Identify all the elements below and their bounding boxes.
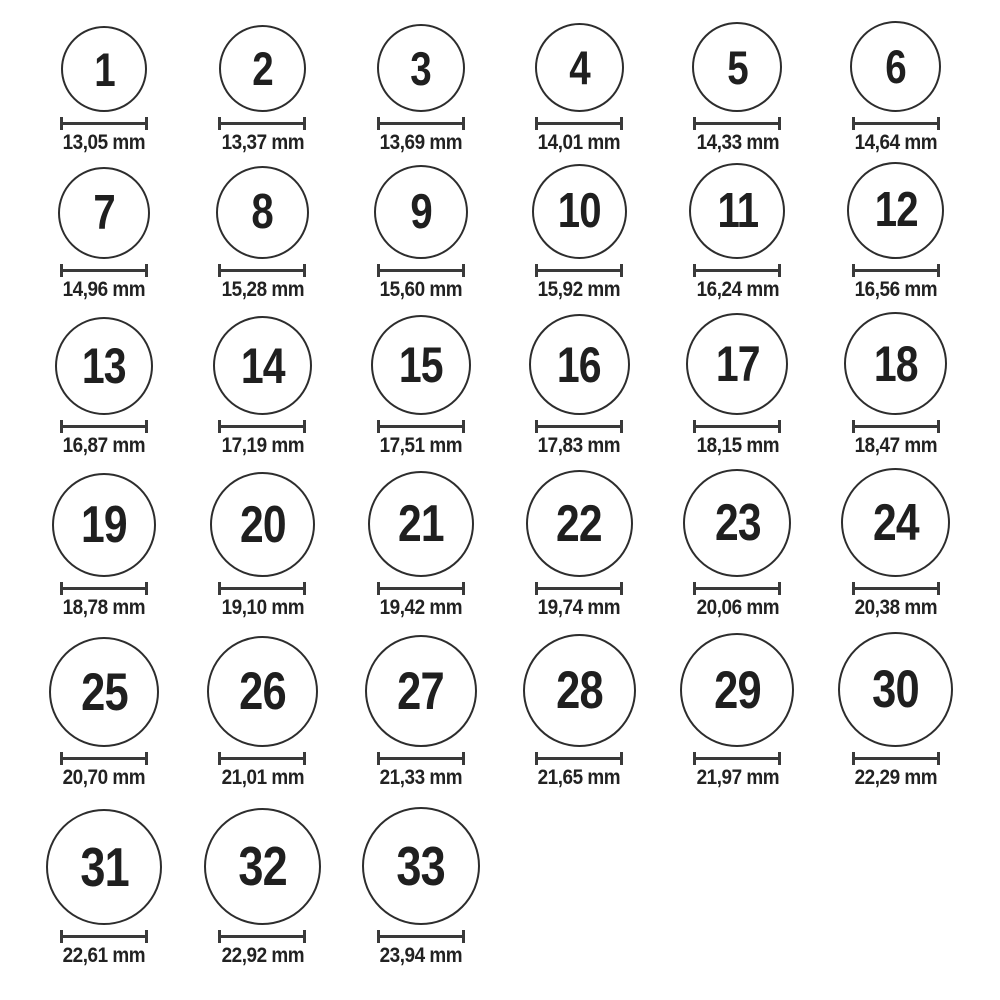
diameter-label: 15,28 mm — [221, 278, 304, 301]
diameter-ruler — [377, 582, 465, 595]
diameter-ruler — [852, 264, 940, 277]
ring-circle — [377, 24, 465, 112]
ring-size-item — [817, 468, 975, 620]
diameter-label: 19,42 mm — [379, 596, 463, 619]
ring-size-number: 4 — [568, 41, 590, 94]
ring-size-number: 3 — [410, 41, 432, 95]
chart-row — [25, 302, 975, 458]
ring-circle — [844, 312, 947, 415]
ring-size-number: 17 — [715, 336, 760, 392]
diameter-label: 17,51 mm — [379, 434, 463, 457]
diameter-label: 23,94 mm — [379, 944, 463, 967]
ring-size-item — [500, 314, 658, 458]
diameter-label: 20,06 mm — [696, 596, 779, 619]
ring-size-item — [25, 167, 183, 302]
ring-size-number: 26 — [239, 662, 286, 721]
ring-size-item — [500, 23, 658, 155]
diameter-label: 18,78 mm — [62, 596, 146, 619]
diameter-label: 16,24 mm — [696, 278, 779, 301]
diameter-label: 14,33 mm — [696, 131, 779, 154]
diameter-ruler — [693, 752, 781, 765]
ring-size-item — [342, 24, 500, 155]
diameter-label: 15,60 mm — [379, 278, 463, 301]
ring-circle — [55, 317, 153, 415]
chart-row — [25, 458, 975, 620]
ring-size-item — [500, 470, 658, 620]
diameter-label: 13,05 mm — [62, 131, 146, 154]
diameter-ruler — [377, 930, 465, 943]
ring-circle — [683, 469, 791, 577]
ring-size-number: 24 — [872, 493, 919, 552]
ring-size-number: 33 — [396, 834, 446, 897]
ring-size-item — [342, 165, 500, 302]
chart-row — [25, 155, 975, 302]
ring-size-item — [25, 26, 183, 155]
ring-size-number: 25 — [80, 662, 128, 722]
ring-circle — [689, 163, 785, 259]
ring-circle — [526, 470, 633, 577]
ring-size-number: 8 — [251, 185, 274, 239]
diameter-ruler — [535, 264, 623, 277]
ring-size-number: 22 — [556, 494, 603, 553]
ring-size-item — [342, 471, 500, 620]
ring-size-item — [817, 162, 975, 302]
ring-size-number: 13 — [82, 338, 127, 394]
ring-circle — [686, 313, 788, 415]
diameter-label: 16,56 mm — [854, 278, 938, 301]
ring-circle — [847, 162, 944, 259]
diameter-label: 13,37 mm — [221, 131, 304, 154]
ring-size-item — [25, 317, 183, 458]
diameter-ruler — [60, 582, 148, 595]
diameter-label: 16,87 mm — [62, 434, 146, 457]
diameter-ruler — [60, 420, 148, 433]
ring-size-number: 1 — [93, 42, 115, 96]
ring-circle — [529, 314, 630, 415]
ring-size-item — [342, 635, 500, 790]
diameter-ruler — [693, 420, 781, 433]
ring-size-item — [817, 632, 975, 790]
ring-size-item — [658, 163, 816, 302]
diameter-ruler — [377, 752, 465, 765]
ring-size-item — [500, 634, 658, 790]
ring-circle — [368, 471, 474, 577]
ring-size-number: 14 — [240, 337, 285, 394]
ring-size-number: 12 — [874, 183, 918, 237]
diameter-label: 22,29 mm — [854, 766, 938, 789]
ring-circle — [46, 809, 162, 925]
diameter-ruler — [535, 117, 623, 130]
diameter-ruler — [535, 582, 623, 595]
diameter-ruler — [693, 264, 781, 277]
diameter-ruler — [218, 752, 306, 765]
diameter-ruler — [60, 752, 148, 765]
chart-row — [25, 790, 975, 968]
diameter-ruler — [60, 930, 148, 943]
diameter-ruler — [377, 264, 465, 277]
ring-size-item — [25, 809, 183, 968]
ring-circle — [58, 167, 150, 259]
ring-circle — [204, 808, 321, 925]
ring-circle — [374, 165, 468, 259]
diameter-label: 21,97 mm — [696, 766, 779, 789]
diameter-label: 19,10 mm — [221, 596, 304, 619]
chart-row — [25, 0, 975, 155]
diameter-label: 22,61 mm — [62, 944, 146, 967]
diameter-label: 14,96 mm — [62, 278, 146, 301]
ring-circle — [362, 807, 480, 925]
ring-size-item — [658, 22, 816, 155]
size-grid — [25, 0, 975, 968]
ring-size-item — [25, 473, 183, 620]
ring-size-number: 5 — [727, 40, 748, 94]
ring-circle — [692, 22, 782, 112]
ring-size-number: 29 — [714, 660, 761, 720]
diameter-ruler — [693, 582, 781, 595]
ring-size-item — [183, 166, 341, 302]
diameter-ruler — [60, 117, 148, 130]
ring-circle — [841, 468, 950, 577]
diameter-label: 17,19 mm — [221, 434, 304, 457]
diameter-ruler — [218, 420, 306, 433]
diameter-label: 20,38 mm — [854, 596, 938, 619]
chart-row — [25, 620, 975, 790]
ring-size-item — [658, 633, 816, 790]
diameter-ruler — [693, 117, 781, 130]
diameter-label: 21,33 mm — [379, 766, 463, 789]
ring-circle — [365, 635, 477, 747]
ring-size-item — [342, 807, 500, 968]
diameter-label: 21,65 mm — [537, 766, 621, 789]
ring-size-item — [183, 25, 341, 155]
ring-circle — [680, 633, 794, 747]
ring-size-number: 19 — [81, 496, 128, 554]
ring-size-number: 32 — [238, 835, 287, 897]
ring-size-item — [500, 164, 658, 302]
ring-circle — [210, 472, 315, 577]
diameter-label: 13,69 mm — [379, 131, 463, 154]
diameter-label: 22,92 mm — [221, 944, 304, 967]
diameter-label: 18,15 mm — [696, 434, 779, 457]
diameter-ruler — [852, 117, 940, 130]
diameter-label: 18,47 mm — [854, 434, 938, 457]
diameter-ruler — [852, 582, 940, 595]
ring-size-number: 2 — [252, 42, 273, 95]
ring-size-number: 28 — [555, 661, 603, 720]
ring-size-item — [817, 21, 975, 155]
diameter-label: 17,83 mm — [537, 434, 621, 457]
ring-size-item — [183, 472, 341, 620]
ring-circle — [219, 25, 306, 112]
diameter-ruler — [218, 117, 306, 130]
diameter-label: 19,74 mm — [537, 596, 621, 619]
ring-size-item — [342, 315, 500, 458]
ring-size-item — [183, 808, 341, 968]
ring-circle — [216, 166, 309, 259]
ring-size-item — [658, 469, 816, 620]
ring-size-number: 15 — [398, 337, 443, 393]
ring-circle — [49, 637, 159, 747]
ring-size-number: 11 — [717, 183, 758, 238]
diameter-ruler — [852, 752, 940, 765]
ring-circle — [838, 632, 953, 747]
ring-size-number: 6 — [885, 40, 907, 93]
diameter-label: 14,64 mm — [854, 131, 938, 154]
ring-circle — [52, 473, 156, 577]
ring-circle — [371, 315, 471, 415]
diameter-ruler — [218, 582, 306, 595]
ring-size-item — [183, 636, 341, 790]
ring-circle — [535, 23, 624, 112]
ring-circle — [213, 316, 312, 415]
ring-size-number: 21 — [397, 495, 444, 553]
ring-size-number: 18 — [873, 335, 918, 392]
ring-size-item — [25, 637, 183, 790]
ring-size-number: 9 — [410, 184, 432, 239]
ring-size-number: 10 — [557, 184, 601, 238]
diameter-label: 15,92 mm — [537, 278, 621, 301]
ring-size-item — [183, 316, 341, 458]
ring-size-item — [817, 312, 975, 458]
diameter-ruler — [535, 420, 623, 433]
ring-size-number: 16 — [557, 336, 602, 393]
ring-circle — [523, 634, 636, 747]
diameter-label: 21,01 mm — [221, 766, 304, 789]
ring-size-item — [658, 313, 816, 458]
ring-circle — [207, 636, 318, 747]
ring-size-number: 30 — [872, 660, 920, 719]
ring-size-number: 27 — [397, 661, 445, 721]
diameter-ruler — [377, 420, 465, 433]
diameter-ruler — [218, 930, 306, 943]
diameter-ruler — [535, 752, 623, 765]
ring-circle — [850, 21, 941, 112]
ring-size-number: 23 — [714, 494, 761, 552]
diameter-ruler — [377, 117, 465, 130]
ring-circle — [532, 164, 627, 259]
diameter-label: 14,01 mm — [537, 131, 621, 154]
ring-circle — [61, 26, 147, 112]
diameter-ruler — [852, 420, 940, 433]
ring-size-number: 7 — [93, 185, 115, 240]
ring-size-number: 20 — [239, 495, 286, 554]
diameter-ruler — [60, 264, 148, 277]
diameter-label: 20,70 mm — [62, 766, 146, 789]
ring-size-number: 31 — [79, 835, 129, 898]
diameter-ruler — [218, 264, 306, 277]
